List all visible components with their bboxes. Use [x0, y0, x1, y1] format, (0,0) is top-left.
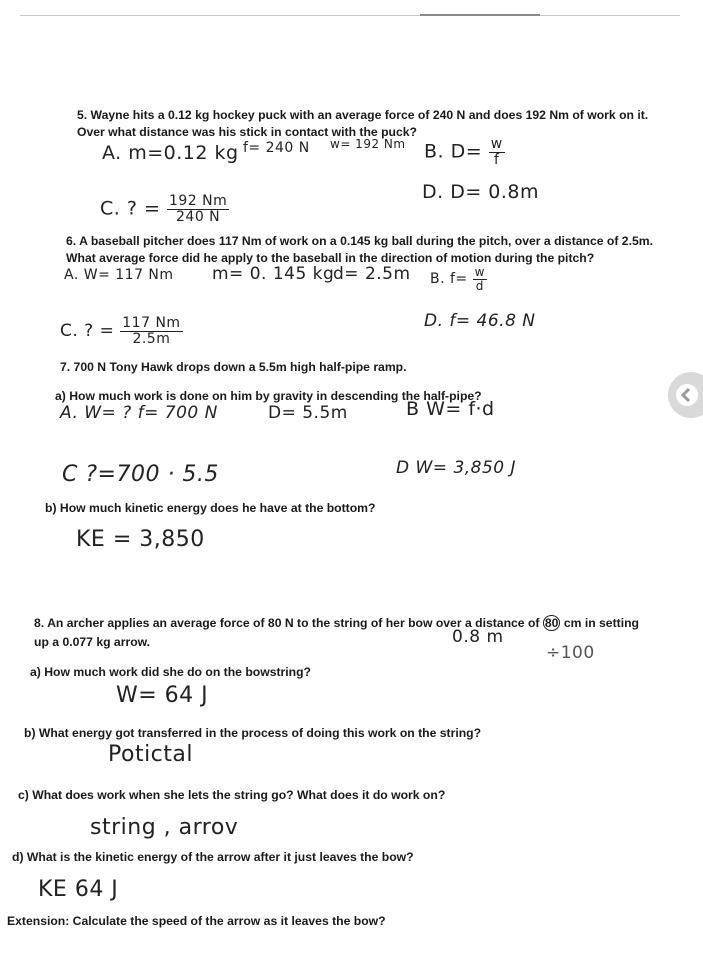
q5-answer-c-fraction [167, 194, 229, 224]
q6-answer-b-label: B. f= [430, 271, 468, 288]
q7-answer-a: A. W= ? f= 700 N [60, 403, 218, 423]
q8-answer-a: W= 64 J [116, 683, 209, 708]
viewer-next-button[interactable] [668, 372, 703, 418]
q6-answer-b-num: w [474, 265, 485, 279]
q6-answer-b [430, 266, 487, 292]
q6-answer-a: A. W= 117 Nm [64, 267, 174, 283]
q5-answer-work: w= 192 Nm [330, 137, 406, 151]
q8-question-d: d) What is the kinetic energy of the arrow after it just leaves the bow? [12, 850, 414, 864]
scan-line-top-dark [420, 14, 540, 16]
q7-answer-d: D W= 3,850 J [396, 458, 517, 478]
q5-answer-b-label: B. D= [424, 140, 483, 163]
q8-answer-b: Potictal [108, 742, 193, 767]
q6-answer-b-den: d [475, 278, 484, 293]
q8-conversion: 0.8 m [452, 627, 504, 647]
q8-text-line2: up a 0.077 kg arrow. [34, 635, 151, 649]
chevron-left-icon [672, 380, 702, 410]
q6-answer-c-den: 2.5m [132, 330, 171, 347]
q6-answer-c [60, 316, 183, 346]
q7-answer-ke: KE = 3,850 [76, 527, 205, 552]
q7-answer-c: C ?=700 · 5.5 [62, 462, 219, 487]
q5-answer-b [424, 137, 505, 167]
q8-text-line1 [34, 615, 639, 631]
q8-text-line1-pre: 8. An archer applies an average force of 80 N to the string of her bow over a distance of [34, 616, 540, 630]
q8-divide-note: ÷100 [546, 643, 595, 663]
q6-answer-d: D. f= 46.8 N [424, 311, 536, 331]
q5-text-line1: 5. Wayne hits a 0.12 kg hockey puck with an average force of 240 N and does 192 Nm of work on it. [77, 108, 649, 122]
scan-line-top [20, 15, 680, 16]
q8-text-line1-post: cm in setting [563, 616, 639, 630]
q7-answer-distance: D= 5.5m [268, 403, 348, 423]
q6-answer-c-fraction [120, 316, 182, 346]
q6-answer-b-fraction [473, 266, 487, 292]
q5-answer-c [100, 194, 229, 224]
q5-answer-c-label: C. ? = [100, 197, 161, 220]
q6-answer-c-num: 117 Nm [122, 315, 181, 331]
extension-question: Extension: Calculate the speed of the arrow as it leaves the bow? [7, 914, 386, 928]
q5-answer-b-den: f [493, 151, 500, 168]
q7-question-b: b) How much kinetic energy does he have at the bottom? [45, 501, 376, 515]
q6-text-line2: What average force did he apply to the baseball in the direction of motion during the pitch? [66, 251, 595, 265]
q5-answer-c-den: 240 N [176, 208, 221, 225]
q6-answer-mass: m= 0. 145 kg [212, 264, 335, 284]
q5-answer-c-num: 192 Nm [168, 193, 228, 209]
q5-answer-b-num: w [490, 136, 503, 152]
q8-question-b: b) What energy got transferred in the process of doing this work on the string? [24, 726, 482, 740]
q6-answer-distance: d= 2.5m [333, 264, 411, 284]
q8-answer-d: KE 64 J [38, 877, 119, 902]
q8-circled-value: 80 [544, 616, 559, 630]
q6-answer-c-label: C. ? = [60, 321, 115, 342]
q5-answer-a: A. m=0.12 kg [102, 142, 239, 164]
q8-question-a: a) How much work did she do on the bowstring? [30, 665, 311, 679]
q5-answer-force: f= 240 N [243, 140, 310, 156]
q7-answer-b: B W= f·d [406, 398, 495, 420]
q5-answer-d: D. D= 0.8m [422, 181, 540, 203]
q7-text-line1: 7. 700 N Tony Hawk drops down a 5.5m high half-pipe ramp. [60, 360, 407, 374]
q5-text-line2: Over what distance was his stick in contact with the puck? [77, 125, 417, 139]
q7-question-a: a) How much work is done on him by gravity in descending the half-pipe? [55, 389, 482, 403]
q8-question-c: c) What does work when she lets the string go? What does it do work on? [18, 788, 446, 802]
q6-text-line1: 6. A baseball pitcher does 117 Nm of work on a 0.145 kg ball during the pitch, over a distance of 2.5m. [66, 234, 653, 248]
q8-answer-c: string , arrov [90, 815, 239, 840]
q5-answer-b-fraction [489, 137, 505, 167]
